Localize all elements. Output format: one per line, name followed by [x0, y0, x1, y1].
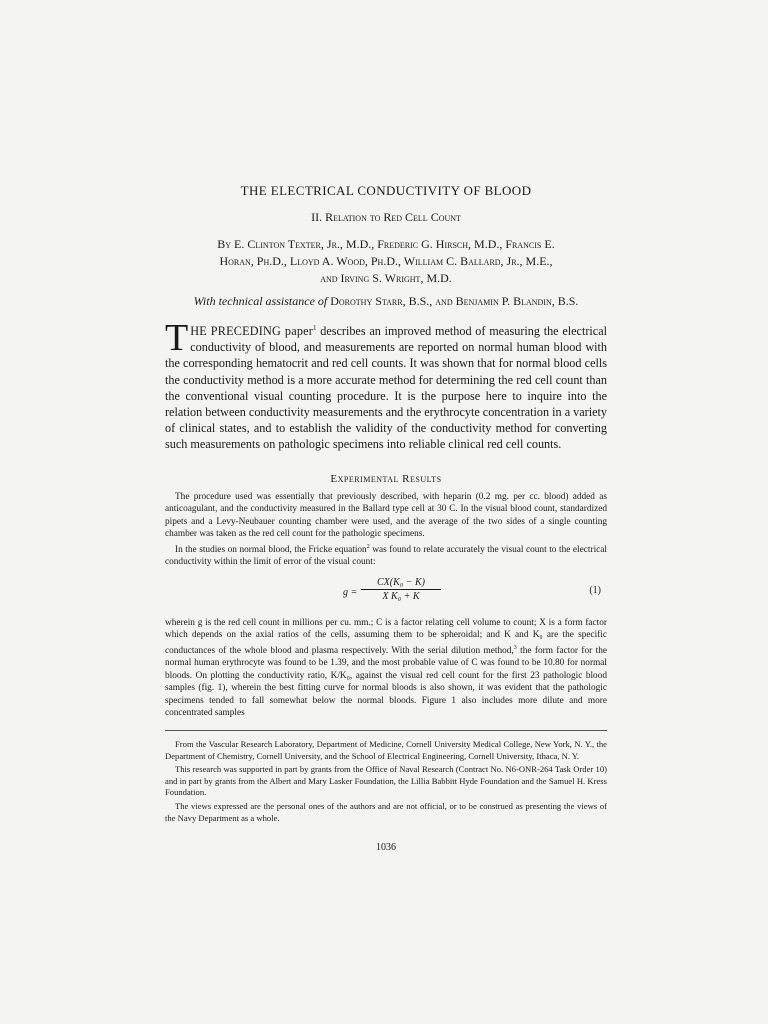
fricke-equation — [165, 577, 607, 611]
intro-opening: HE PRECEDING paper — [190, 324, 313, 339]
paragraph-text: was found to relate accurately the visual count to the electrical conductivity within the limit of error of the visual count: — [165, 544, 607, 568]
footnote: This research was supported in part by grants from the Office of Naval Research (Contract No. N6-ONR-264 Task Order 10) and in part by grants from the Albert and Mary Lasker Foundation, the Lillia Babbitt Hyde Foundation and the Samuel H. Kress Foundation. — [165, 764, 607, 798]
footnotes — [165, 739, 607, 826]
technical-assistance-line — [165, 294, 607, 309]
article-subtitle: II. Relation to Red Cell Count — [311, 210, 461, 224]
article-title: THE ELECTRICAL CONDUCTIVITY OF BLOOD — [240, 183, 532, 198]
assist-prefix: With technical assistance of — [193, 294, 328, 308]
equation-denominator: X K₀ + K — [382, 591, 420, 602]
equation-fraction — [361, 577, 441, 602]
paragraph-text: the form factor for the normal human erythrocyte was found to be 1.39, and the most probable value of C was found to be 10.80 for normal bloods. On plotting the conductivity ratio, K/K₀, against the visual red cell count for the first 23 pathologic blood samples (fig. 1), wherein the best fitting curve for normal bloods is also shown, it was evident that the pathologic specimens tended to fall somewhat below the normal bloods. Figure 1 also includes more dilute and more concentrated samples — [165, 645, 607, 718]
reference-marker: 2 — [366, 543, 370, 550]
intro-text: describes an improved method of measuring the electrical conductivity of blood, and measurements are reported on normal human blood with the corresponding hematocrit and red cell counts. It was shown that for normal blood cells the conductivity method is a more accurate method for determining the red cell count than the conventional visual counting procedure. It is the purpose here to inquire into the relation between conductivity measurements and the erythrocyte concentration in a variety of clinical states, and to establish the validity of the conductivity method for converting such measurements on pathologic specimens into reliable clinical red cell counts. — [165, 324, 607, 452]
reference-marker: 1 — [313, 324, 317, 332]
footnote-divider — [165, 730, 607, 731]
results-paragraphs — [165, 491, 607, 569]
equation-lhs: g = — [343, 587, 358, 598]
paragraph: The procedure used was essentially that previously described, with heparin (0.2 mg. per cc. blood) added as anticoagulant, and the conductivity measured in the Ballard type cell at 30 C. In the visual blood count, standardized pipets and a Levy-Neubauer counting chamber were used, and the average of the two sides of a single counting chamber was taken as the red cell count for the pathologic specimens. — [165, 492, 607, 540]
page-number: 1036 — [376, 842, 396, 853]
reference-marker: 3 — [513, 644, 517, 651]
equation-numerator: CX(K₀ − K) — [361, 577, 441, 590]
section-heading: Experimental Results — [330, 473, 442, 485]
author-list — [165, 236, 607, 287]
footnote: The views expressed are the personal ones of the authors and are not official, or to be construed as presenting the views of the Navy Department as a whole. — [165, 800, 607, 823]
equation-number: (1) — [589, 585, 601, 596]
author-line: and Irving S. Wright, M.D. — [320, 271, 452, 285]
intro-paragraph — [165, 317, 607, 453]
results-paragraph-continued — [165, 617, 607, 719]
author-line: Horan, Ph.D., Lloyd A. Wood, Ph.D., William C. Ballard, Jr., M.E., — [219, 254, 553, 268]
author-line: By E. Clinton Texter, Jr., M.D., Frederic G. Hirsch, M.D., Francis E. — [217, 237, 555, 251]
paragraph — [165, 541, 607, 569]
paragraph-text: In the studies on normal blood, the Fricke equation — [175, 544, 367, 555]
paragraph-text: wherein g is the red cell count in millions per cu. mm.; C is a factor relating cell volume to count; X is a form factor which depends on the axial ratios of the cells, assuming them to be spheroidal; and K and K₀ are the specific conductances of the whole blood and plasma respectively. With the serial dilution method, — [165, 618, 607, 656]
assist-names: Dorothy Starr, B.S., and Benjamin P. Blandin, B.S. — [330, 294, 579, 308]
drop-cap: T — [165, 317, 189, 359]
footnote: From the Vascular Research Laboratory, Department of Medicine, Cornell University Medical College, New York, N. Y., the Department of Chemistry, Cornell University, and the School of Electrical Engineering, Cornell University, Ithaca, N. Y. — [165, 739, 607, 761]
